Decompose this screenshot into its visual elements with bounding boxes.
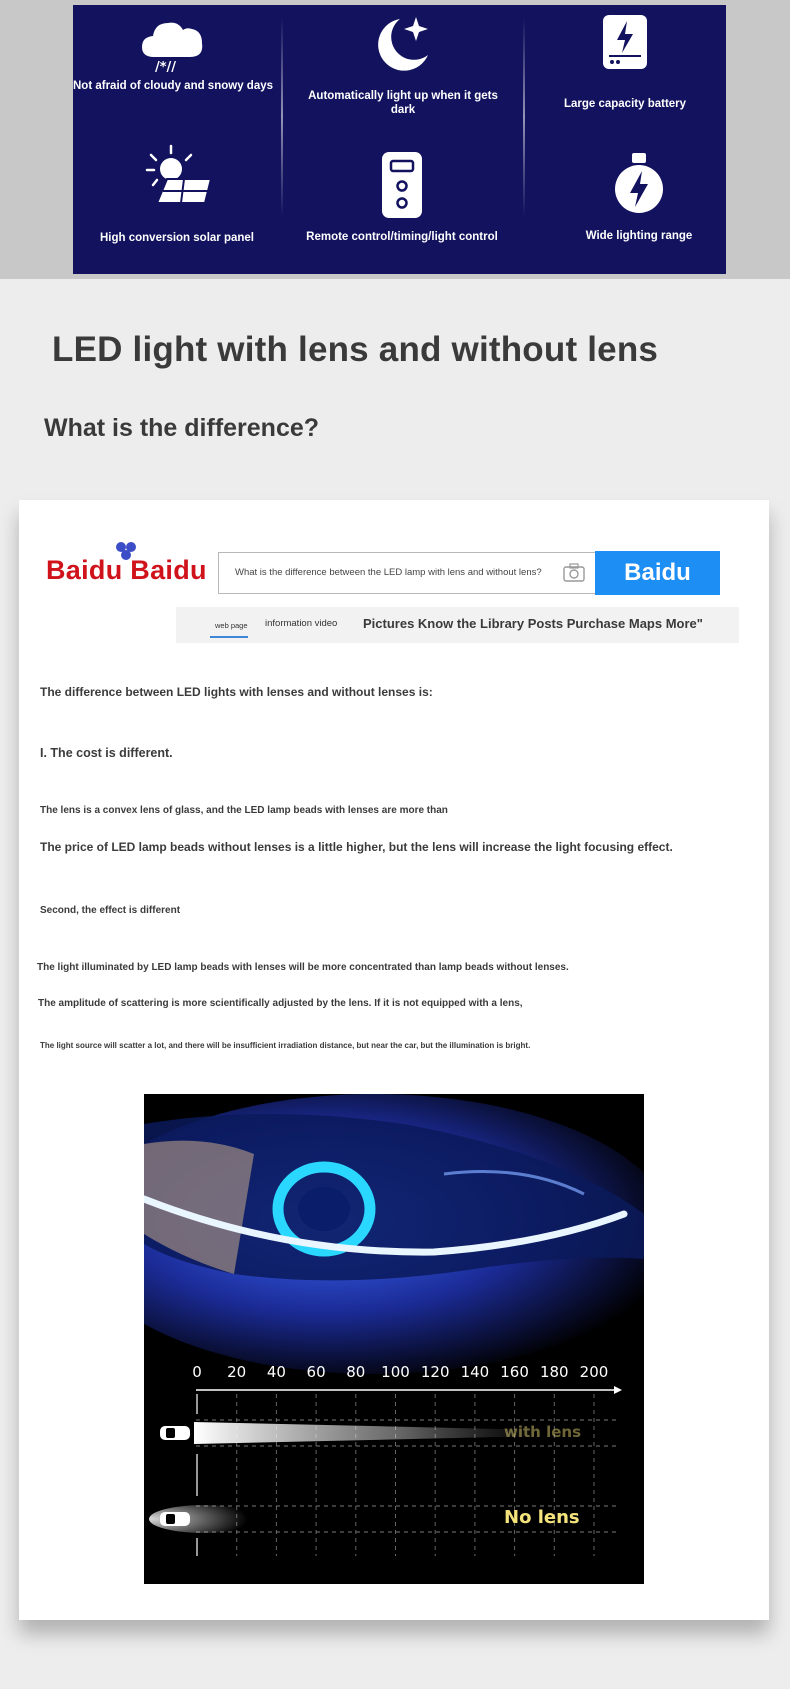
distance-tick-label: 40 (266, 1363, 286, 1381)
search-button[interactable]: Baidu (595, 551, 720, 595)
moon-star-icon (370, 11, 436, 75)
tab-more[interactable]: Pictures Know the Library Posts Purchase Maps More" (363, 616, 703, 631)
distance-tick-label: 0 (192, 1363, 202, 1381)
feature-battery (525, 13, 725, 111)
feature-banner-background (0, 0, 790, 279)
headlight-illustration (144, 1094, 644, 1584)
car-icon (160, 1426, 190, 1440)
feature-banner (73, 5, 726, 274)
distance-tick-label: 20 (227, 1363, 247, 1381)
with-lens-label: with lens (504, 1423, 581, 1441)
answer-paragraph: The light source will scatter a lot, and there will be insufficient irradiation distance, but near the car, but the illumination is bright. (40, 1041, 531, 1050)
active-tab-underline (210, 636, 248, 638)
feature-label: Wide lighting range (585, 230, 693, 242)
car-icon (160, 1512, 190, 1526)
battery-icon (600, 13, 650, 73)
answer-intro: The difference between LED lights with lenses and without lenses is: (40, 685, 433, 699)
feature-label: Remote control/timing/light control (306, 231, 498, 243)
cloud-snow-icon (138, 13, 208, 75)
answer-paragraph: The lens is a convex lens of glass, and the LED lamp beads with lenses are more than (40, 805, 448, 816)
headlight-lens-comparison-image (144, 1094, 644, 1584)
tab-information-video[interactable]: information video (265, 618, 338, 629)
distance-tick-label: 180 (539, 1363, 569, 1381)
baidu-logo[interactable]: Baidu Baidu (46, 555, 207, 585)
no-lens-label: No lens (504, 1507, 580, 1528)
search-tabs (176, 607, 739, 643)
distance-tick-label: 120 (420, 1363, 450, 1381)
distance-tick-label: 140 (460, 1363, 490, 1381)
answer-point-1: I. The cost is different. (40, 746, 173, 760)
distance-tick-label: 160 (500, 1363, 529, 1381)
page-subtitle: What is the difference? (44, 414, 320, 442)
feature-label: Large capacity battery (563, 98, 687, 110)
tab-web-page[interactable]: web page (215, 621, 248, 630)
svg-text:/*//: /*// (155, 60, 177, 75)
page-title: LED light with lens and without lens (52, 330, 659, 369)
answer-paragraph: The light illuminated by LED lamp beads with lenses will be more concentrated than lamp beads without lenses. (37, 962, 569, 973)
bulb-icon (612, 151, 666, 217)
feature-remote (302, 150, 502, 244)
distance-tick-label: 200 (579, 1363, 609, 1381)
distance-tick-label: 80 (346, 1363, 366, 1381)
answer-paragraph: The amplitude of scattering is more scientifically adjusted by the lens. If it is not equipped with a lens, (38, 998, 523, 1009)
search-query[interactable]: What is the difference between the LED lamp with lens and without lens? (235, 567, 542, 578)
camera-icon[interactable] (563, 563, 585, 583)
feature-label: Not afraid of cloudy and snowy days (73, 80, 274, 92)
feature-cloudy (73, 13, 273, 93)
feature-label: High conversion solar panel (99, 232, 254, 244)
feature-solar (77, 143, 277, 245)
answer-paragraph: The price of LED lamp beads without lenses is a little higher, but the lens will increase the light focusing effect. (40, 840, 673, 854)
search-result-card (19, 500, 769, 1620)
banner-divider (281, 17, 283, 217)
remote-control-icon (380, 150, 424, 220)
distance-tick-label: 60 (306, 1363, 326, 1381)
distance-tick-label: 100 (381, 1363, 410, 1381)
answer-point-2: Second, the effect is different (40, 905, 181, 916)
feature-dark (303, 11, 503, 117)
solar-panel-icon (135, 143, 219, 209)
feature-label: Automatically light up when it gets dark (308, 90, 498, 116)
search-input[interactable] (218, 552, 595, 594)
feature-range (539, 151, 739, 243)
